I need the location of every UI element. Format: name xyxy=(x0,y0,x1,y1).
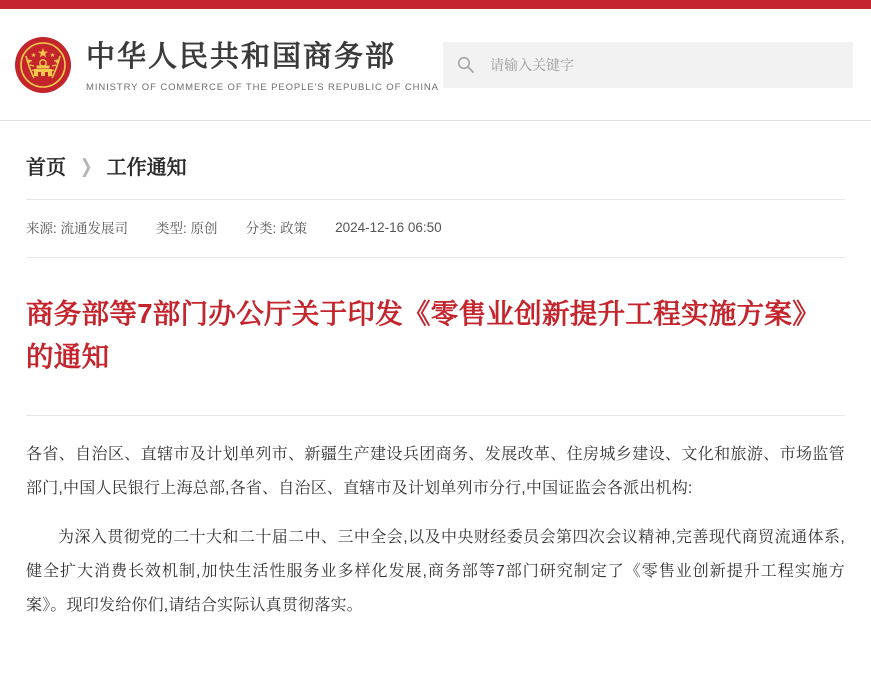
meta-publish-date: 2024-12-16 06:50 xyxy=(335,219,442,235)
meta-category-label: 分类: xyxy=(245,221,277,236)
top-accent-bar xyxy=(0,0,871,9)
site-header xyxy=(0,9,871,121)
meta-category-value: 政策 xyxy=(280,221,308,236)
chevron-right-icon: ❯ xyxy=(80,155,93,177)
search-box[interactable] xyxy=(443,42,853,88)
meta-source-label: 来源: xyxy=(26,221,57,236)
breadcrumb xyxy=(26,151,845,200)
meta-source-value: 流通发展司 xyxy=(60,221,129,236)
site-title-en: MINISTRY OF COMMERCE OF THE PEOPLE'S REPUBLIC OF CHINA xyxy=(86,81,439,93)
article-paragraphs xyxy=(26,438,845,624)
china-national-emblem-icon xyxy=(14,36,72,94)
breadcrumb-section xyxy=(0,121,871,258)
meta-type-value: 原创 xyxy=(190,221,218,236)
meta-type-label: 类型: xyxy=(156,221,187,236)
article-body xyxy=(0,292,871,624)
article-paragraph: 为深入贯彻党的二十大和二十届二中、三中全会,以及中央财经委员会第四次会议精神,完善现代商贸流通体系,健全扩大消费长效机制,加快生活性服务业多样化发展,商务部等7部门研究制定了《零售业创新提升工程实施方案》。现印发给你们,请结合实际认真贯彻落实。 xyxy=(26,528,845,615)
meta-source xyxy=(26,217,128,237)
breadcrumb-home-link[interactable]: 首页 xyxy=(26,157,66,179)
meta-divider xyxy=(26,257,845,258)
article-paragraph: 各省、自治区、直辖市及计划单列市、新疆生产建设兵团商务、发展改革、住房城乡建设、文化和旅游、市场监管部门,中国人民银行上海总部,各省、自治区、直辖市及计划单列市分行,中国证监会各派出机构: xyxy=(26,445,845,498)
site-title-block xyxy=(86,36,439,93)
breadcrumb-current: 工作通知 xyxy=(106,157,187,179)
search-input[interactable] xyxy=(488,56,839,74)
title-divider xyxy=(26,415,845,416)
article-meta xyxy=(26,200,845,237)
meta-type xyxy=(156,217,218,237)
site-title-cn: 中华人民共和国商务部 xyxy=(86,41,397,74)
search-icon xyxy=(457,56,474,73)
meta-category xyxy=(246,217,308,237)
page-title: 商务部等7部门办公厅关于印发《零售业创新提升工程实施方案》的通知 xyxy=(26,298,820,373)
